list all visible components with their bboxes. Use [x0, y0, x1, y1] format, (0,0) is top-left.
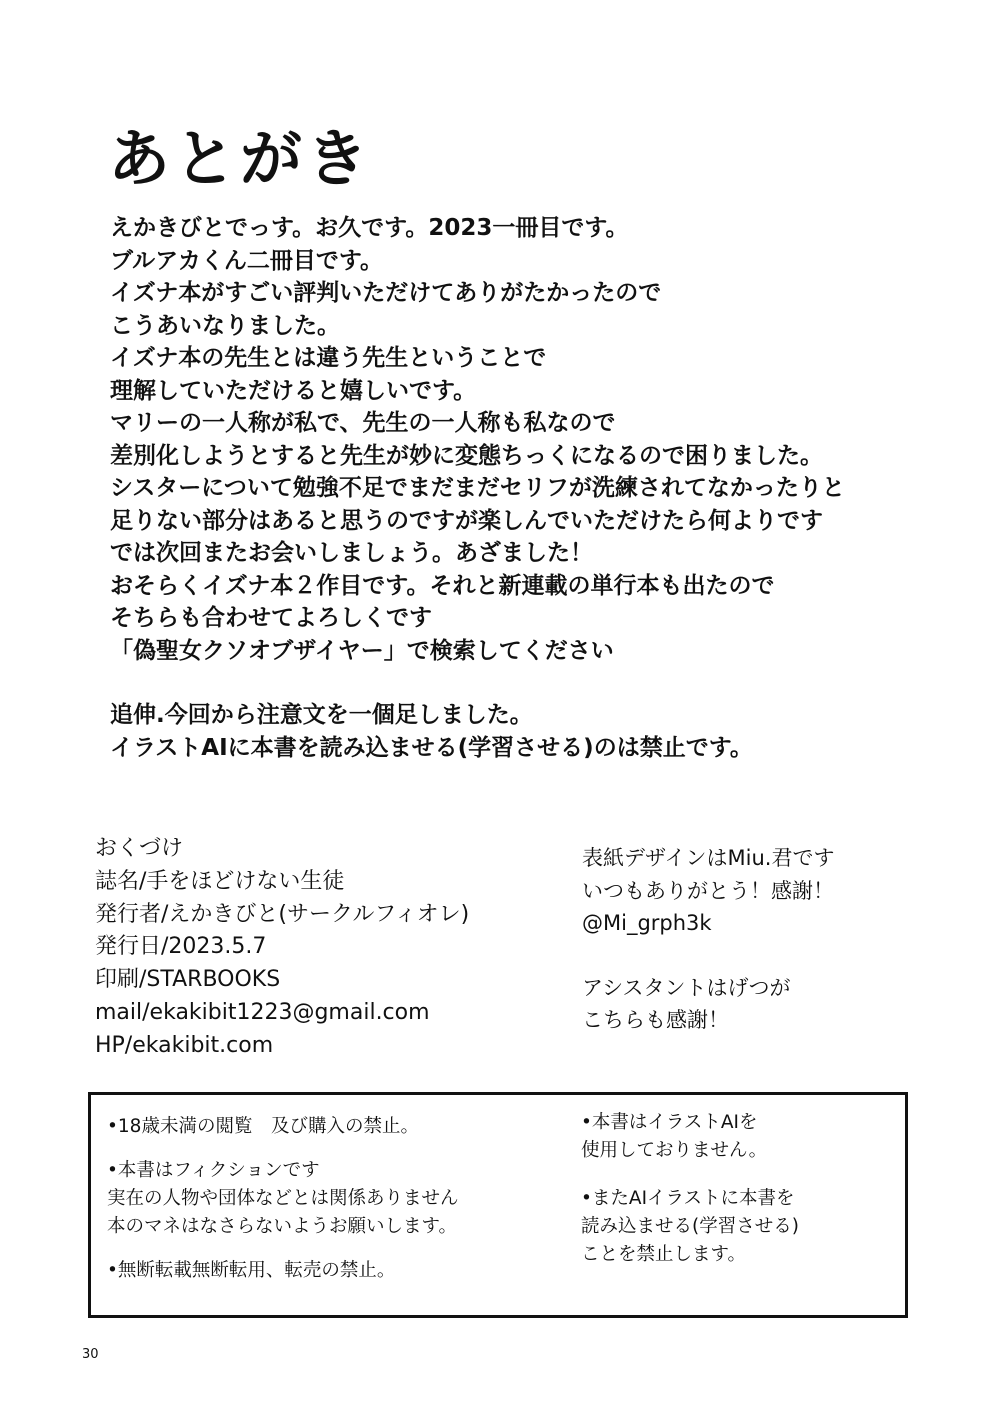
notice-item — [107, 1157, 547, 1241]
afterword-line: 足りない部分はあると思うのですが楽しんでいただけたら何よりです — [110, 507, 823, 534]
afterword-line: シスターについて勉強不足でまだまだセリフが洗練されてなかったりと — [110, 475, 845, 501]
notice-line: •無断転載無断転用、転売の禁止。 — [107, 1260, 396, 1281]
afterword-line: そちらも合わせてよろしくです — [110, 605, 432, 631]
colophon — [95, 833, 555, 1063]
notice-line: ことを禁止します。 — [581, 1244, 747, 1265]
colophon-heading: おくづけ — [95, 836, 184, 861]
notice-line: 実在の人物や団体などとは関係ありません — [107, 1188, 459, 1209]
afterword-line: えかきびとでっす。お久です。2023一冊目です。 — [110, 215, 629, 241]
afterword-line: おそらくイズナ本２作目です。それと新連載の単行本も出たので — [110, 572, 775, 599]
afterword-line: イズナ本がすごい評判いただけてありがたかったので — [110, 280, 662, 306]
afterword-line: では次回またお会いしましょう。あざました！ — [110, 540, 593, 566]
paragraph-gap — [110, 667, 970, 699]
credits-gap — [582, 940, 962, 972]
colophon-title-entry: 誌名/手をほどけない生徒 — [95, 868, 345, 894]
notice-item — [581, 1185, 881, 1269]
afterword-line: こうあいなりました。 — [110, 312, 340, 339]
notice-line: •本書はフィクションです — [107, 1160, 320, 1181]
notice-item — [107, 1257, 547, 1285]
assistant-credit-line: アシスタントはげつが — [582, 975, 791, 1000]
colophon-publisher-entry: 発行者/えかきびと(サークルフィオレ) — [95, 901, 470, 927]
afterword-line: ブルアカくん二冊目です。 — [110, 247, 384, 274]
credits — [582, 842, 962, 1037]
cover-credit-handle: @Mi_grph3k — [582, 911, 712, 935]
colophon-date-entry: 発行日/2023.5.7 — [95, 934, 267, 960]
cover-credit-line: いつもありがとう！感謝！ — [582, 878, 834, 903]
notice-column-left — [107, 1113, 547, 1301]
notice-item — [581, 1109, 881, 1165]
afterword-line: 理解していただけると嬉しいです。 — [110, 377, 477, 404]
notice-line: •18歳未満の閲覧 及び購入の禁止。 — [107, 1116, 419, 1137]
afterword-line: イズナ本の先生とは違う先生ということで — [110, 345, 547, 371]
notice-column-right — [581, 1109, 881, 1289]
notice-line: •本書はイラストAIを — [581, 1112, 758, 1133]
postscript-line: 追伸.今回から注意文を一個足しました。 — [110, 702, 533, 728]
notice-item — [107, 1113, 547, 1141]
cover-credit-line: 表紙デザインはMiu.君です — [582, 846, 835, 870]
colophon-mail-entry: mail/ekakibit1223@gmail.com — [95, 999, 430, 1025]
page-number: 30 — [82, 1347, 99, 1362]
notice-line: 読み込ませる(学習させる) — [581, 1216, 799, 1237]
colophon-homepage-entry: HP/ekakibit.com — [95, 1032, 274, 1058]
postscript-line: イラストAIに本書を読み込ませる(学習させる)のは禁止です。 — [110, 734, 753, 761]
notice-box — [88, 1092, 908, 1318]
afterword-line: 「偽聖女クソオブザイヤー」で検索してください — [110, 637, 614, 664]
colophon-printer-entry: 印刷/STARBOOKS — [95, 967, 281, 993]
afterword-body — [110, 212, 970, 764]
afterword-line: マリーの一人称が私で、先生の一人称も私なので — [110, 410, 616, 436]
assistant-credit-line: こちらも感謝！ — [582, 1008, 729, 1032]
notice-line: 本のマネはなさらないようお願いします。 — [107, 1216, 458, 1237]
afterword-line: 差別化しようとすると先生が妙に変態ちっくになるので困りました。 — [110, 442, 823, 469]
notice-line: 使用しておりません。 — [581, 1140, 768, 1161]
notice-line: •またAIイラストに本書を — [581, 1188, 795, 1209]
page-title: あとがき — [108, 122, 373, 195]
